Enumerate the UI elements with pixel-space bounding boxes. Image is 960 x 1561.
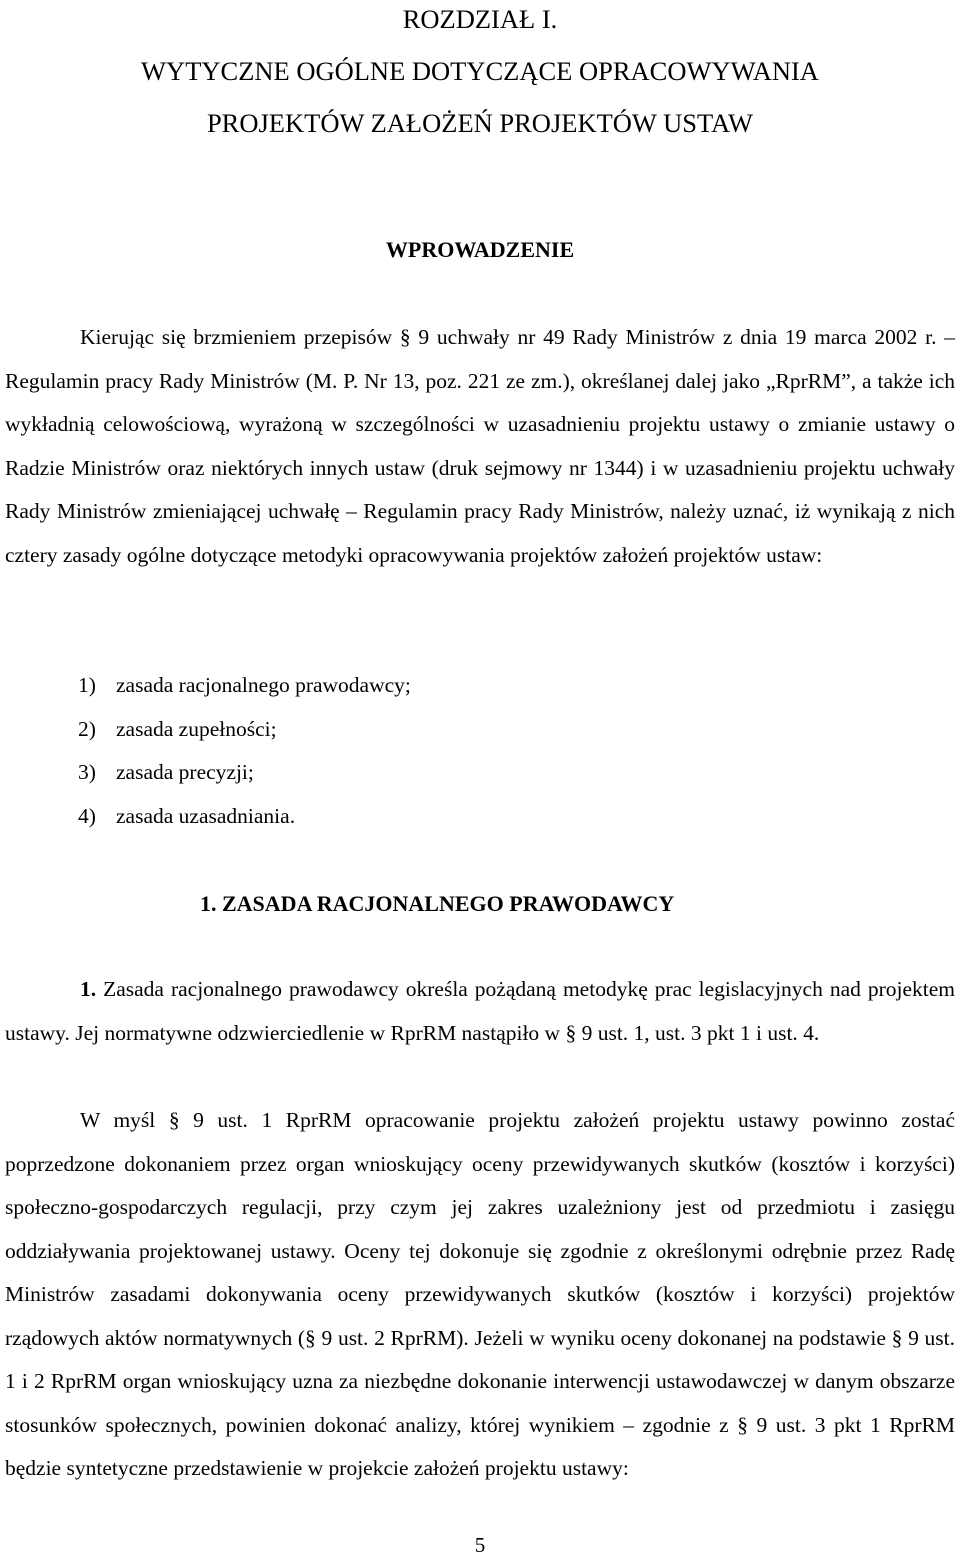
list-item [78,795,411,839]
list-item [78,664,411,708]
section-paragraph-1 [5,968,955,1055]
principles-list [78,664,411,838]
list-item-number: 4) [78,803,96,828]
page-number: 5 [474,1533,486,1557]
list-item-text: zasada precyzji; [116,760,254,784]
chapter-title-line-1: WYTYCZNE OGÓLNE DOTYCZĄCE OPRACOWYWANIA [141,56,819,86]
list-item-text: zasada uzasadniania. [116,803,296,828]
chapter-heading [0,0,960,149]
list-item-number: 3) [78,760,96,784]
chapter-number: ROZDZIAŁ I. [402,4,558,34]
paragraph-text: Zasada racjonalnego prawodawcy określa pożądaną metodykę prac legislacyjnych nad projektem ustawy. Jej normatywne odzwierciedlenie w RprRM nastąpiło w § 9 ust. 1, ust. 3 pkt 1 i ust. 4. [5,977,955,1045]
list-item-text: zasada zupełności; [116,716,277,741]
list-item-number: 2) [78,716,96,741]
section-title-introduction: WPROWADZENIE [385,237,575,262]
intro-paragraph: Kierując się brzmieniem przepisów § 9 uchwały nr 49 Rady Ministrów z dnia 19 marca 2002 r. – Regulamin pracy Rady Ministrów (M. P. Nr 13, poz. 221 ze zm.), określanej dalej jako „RprRM”, a także ich wykładnią celowościową, wyrażoną w szczególności w uzasadnieniu projektu ustawy o zmianie ustawy o Radzie Ministrów oraz niektórych innych ustaw (druk sejmowy nr 1344) i w uzasadnieniu projektu uchwały Rady Ministrów zmieniającej uchwałę – Regulamin pracy Rady Ministrów, należy uznać, iż wynikają z nich cztery zasady ogólne dotyczące metodyki opracowywania projektów założeń projektów ustaw: [5,325,955,567]
section-paragraph-2: W myśl § 9 ust. 1 RprRM opracowanie projektu założeń projektu ustawy powinno zostać poprzedzone dokonaniem przez organ wnioskujący oceny przewidywanych skutków (kosztów i korzyści) społeczno-gospodarczych regulacji, przy czym jej zakres uzależniony jest od przedmiotu i zasięgu oddziaływania projektowanej ustawy. Oceny tej dokonuje się zgodnie z określonymi odrębnie przez Radę Ministrów zasadami dokonywania oceny przewidywanych skutków (kosztów i korzyści) projektów rządowych aktów normatywnych (§ 9 ust. 2 RprRM). Jeżeli w wyniku oceny dokonanej na podstawie § 9 ust. 1 i 2 RprRM organ wnioskujący uzna za niezbędne dokonanie interwencji ustawodawczej w danym obszarze stosunków społecznych, powinien dokonać analizy, której wynikiem – zgodnie z § 9 ust. 3 pkt 1 RprRM będzie syntetyczne przedstawienie w projekcie założeń projektu ustawy: [5,1108,955,1480]
list-item [78,751,411,795]
section-title-rational-legislator: 1. ZASADA RACJONALNEGO PRAWODAWCY [200,891,675,916]
paragraph-number: 1. [80,977,97,1001]
list-item-text: zasada racjonalnego prawodawcy; [116,673,411,697]
list-item-number: 1) [78,673,96,697]
list-item [78,708,411,752]
chapter-title-line-2: PROJEKTÓW ZAŁOŻEŃ PROJEKTÓW USTAW [206,108,754,138]
